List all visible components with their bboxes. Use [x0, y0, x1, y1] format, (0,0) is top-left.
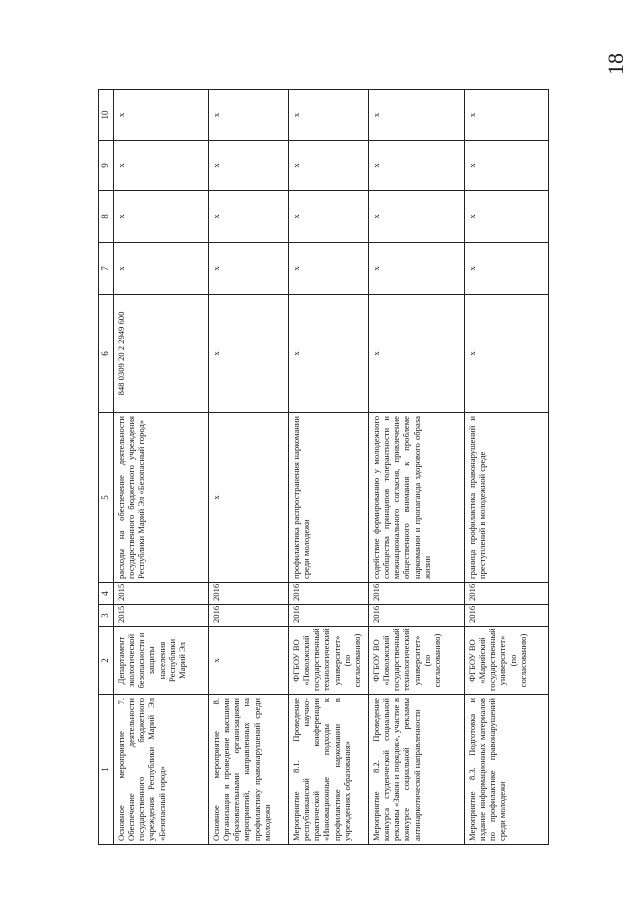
cell-executor: ФГБОУ ВО «Марийский государственный университет» (по согласованию)	[465, 627, 549, 695]
cell-start-year: 2016	[369, 605, 465, 627]
header-col-7: 7	[99, 243, 114, 295]
cell-result: содействие формированию у молодежного сообщества принципов толерантности и межнационального согласия, привлечение общественного внимания к проблеме наркомании и пропаганда здорового образа жизни	[369, 413, 465, 583]
cell-end-year: 2016	[369, 583, 465, 605]
cell-executor: x	[209, 627, 289, 695]
cell-result: расходы на обеспечение деятельности государственного бюджетного учреждения Республики Марий Эл «Безопасный город»	[114, 413, 209, 583]
header-col-9: 9	[99, 141, 114, 191]
cell-col-9: x	[369, 141, 465, 191]
header-col-5: 5	[99, 413, 114, 583]
cell-end-year: 2015	[114, 583, 209, 605]
cell-executor: ФГБОУ ВО «Поволжский государственный технологический университет» (по согласованию)	[289, 627, 369, 695]
cell-start-year: 2016	[209, 605, 289, 627]
cell-col-9: x	[114, 141, 209, 191]
cell-end-year: 2016	[465, 583, 549, 605]
header-col-1: 1	[99, 695, 114, 845]
cell-result: профилактика распространения наркомании среди молодежи	[289, 413, 369, 583]
table-row	[114, 90, 209, 845]
cell-start-year: 2016	[465, 605, 549, 627]
cell-col-9: x	[209, 141, 289, 191]
cell-budget-code: x	[465, 295, 549, 413]
header-col-3: 3	[99, 605, 114, 627]
header-col-10: 10	[99, 90, 114, 141]
cell-measure: Мероприятие 8.2. Проведение конкурса студенческой социальной рекламы «Закон и порядок», участие в конкурсе социальной рекламы антинаркотической направленности	[369, 695, 465, 845]
cell-col-8: x	[289, 191, 369, 243]
cell-col-7: x	[289, 243, 369, 295]
header-col-6: 6	[99, 295, 114, 413]
rotated-table-container	[98, 90, 640, 845]
cell-col-10: x	[209, 90, 289, 141]
table-row	[369, 90, 465, 845]
cell-budget-code: x	[289, 295, 369, 413]
cell-col-8: x	[114, 191, 209, 243]
cell-result: x	[209, 413, 289, 583]
cell-measure: Мероприятие 8.3. Подготовка и издание информационных материалов по профилактике правонарушений среди молодежи	[465, 695, 549, 845]
cell-col-7: x	[114, 243, 209, 295]
cell-col-7: x	[209, 243, 289, 295]
cell-col-8: x	[209, 191, 289, 243]
table-header-row	[99, 90, 114, 845]
cell-col-8: x	[369, 191, 465, 243]
cell-budget-code: x	[369, 295, 465, 413]
cell-end-year: 2016	[289, 583, 369, 605]
cell-start-year: 2016	[289, 605, 369, 627]
cell-start-year: 2015	[114, 605, 209, 627]
cell-executor: ФГБОУ ВО «Поволжский государственный технологический университет» (по согласованию)	[369, 627, 465, 695]
cell-executor: Департамент экологической безопасности и защиты населения Республики Марий Эл	[114, 627, 209, 695]
cell-col-10: x	[114, 90, 209, 141]
cell-end-year: 2016	[209, 583, 289, 605]
header-col-2: 2	[99, 627, 114, 695]
cell-budget-code: 848 0309 20 2 2949 600	[114, 295, 209, 413]
header-col-8: 8	[99, 191, 114, 243]
cell-measure: Основное мероприятие 8. Организация и проведение высшими образовательными организациями мероприятий, направленных на профилактику правонарушений среди молодежи	[209, 695, 289, 845]
cell-col-7: x	[369, 243, 465, 295]
cell-col-10: x	[289, 90, 369, 141]
cell-col-9: x	[289, 141, 369, 191]
table-row	[289, 90, 369, 845]
program-table	[98, 89, 549, 845]
cell-col-10: x	[369, 90, 465, 141]
page-number: 18	[603, 53, 628, 75]
cell-budget-code: x	[209, 295, 289, 413]
cell-result: граница профилактика правонарушений и преступлений в молодежной среде	[465, 413, 549, 583]
table-row	[209, 90, 289, 845]
cell-measure: Мероприятие 8.1. Проведение республиканской научно-практической конференции «Инновационные подходы к профилактике наркомании в учреждениях образования»	[289, 695, 369, 845]
table-row	[465, 90, 549, 845]
cell-col-8: x	[465, 191, 549, 243]
header-col-4: 4	[99, 583, 114, 605]
cell-col-7: x	[465, 243, 549, 295]
cell-col-9: x	[465, 141, 549, 191]
cell-col-10: x	[465, 90, 549, 141]
cell-measure: Основное мероприятие 7. Обеспечение деятельности государственного бюджетного учреждения Республики Марий Эл «Безопасный город»	[114, 695, 209, 845]
